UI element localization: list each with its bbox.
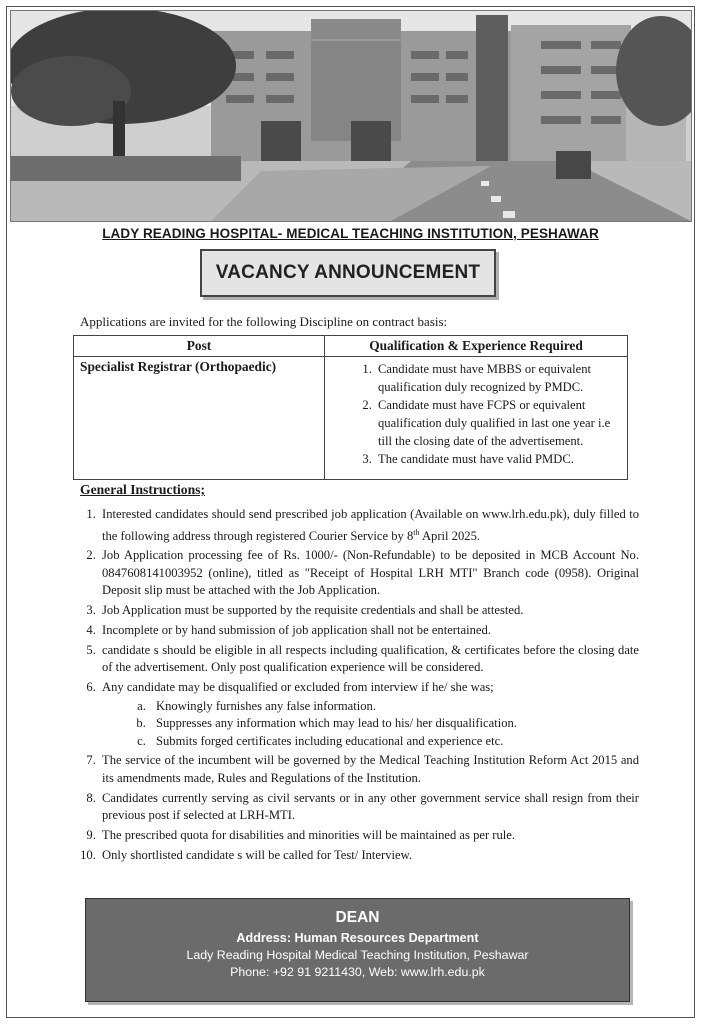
instructions-list <box>78 506 639 867</box>
qualification-list <box>325 360 627 468</box>
dean-institution: Lady Reading Hospital Medical Teaching Institution, Peshawar <box>186 948 529 962</box>
dean-contact-box <box>85 898 630 1002</box>
hospital-name-heading: LADY READING HOSPITAL- MEDICAL TEACHING INSTITUTION, PESHAWAR <box>102 226 599 241</box>
qualification-column-header: Qualification & Experience Required <box>325 336 628 357</box>
disqualification-sublist <box>102 698 639 751</box>
dean-title: DEAN <box>335 909 380 926</box>
instruction-item: 4. Incomplete or by hand submission of job application shall not be entertained. <box>99 622 639 640</box>
table-header-row <box>74 336 628 357</box>
instruction-item: 2. Job Application processing fee of Rs. 1000/- (Non-Refundable) to be deposited in MCB Account No. 0847608141003952 (online), titled as "Receipt of Hospital LRH MTI" Branch code (0958). Original Deposit slip must be attached with the Job Application. <box>99 547 639 600</box>
sub-item: c. Submits forged certificates including educational and experience etc. <box>149 733 639 751</box>
hospital-building-photo <box>10 10 692 222</box>
instruction-item-with-subitems <box>99 679 639 750</box>
instruction-item: 9. The prescribed quota for disabilities and minorities will be maintained as per rule. <box>99 827 639 845</box>
instruction-item: 8. Candidates currently serving as civil servants or in any other government service shall resign from their previous post if selected at LRH-MTI. <box>99 790 639 825</box>
instruction-item: 3. Job Application must be supported by the requisite credentials and shall be attested. <box>99 602 639 620</box>
intro-text: Applications are invited for the following Discipline on contract basis: <box>80 314 448 329</box>
table-row <box>74 357 628 480</box>
sub-item: a. Knowingly furnishes any false information. <box>149 698 639 716</box>
instruction-item: 1. Interested candidates should send prescribed job application (Available on www.lrh.edu.pk), duly filled to the following address through registered Courier Service by 8th April 2025. <box>99 506 639 545</box>
qualification-item: 3. The candidate must have valid PMDC. <box>375 450 627 468</box>
instruction-text: Any candidate may be disqualified or excluded from interview if he/ she was; <box>102 680 494 695</box>
instruction-item: 5. candidate s should be eligible in all respects including qualification, & certificates before the closing date of the advertisement. Only post qualification experience will be considered. <box>99 642 639 677</box>
post-name: Specialist Registrar (Orthopaedic) <box>74 357 325 480</box>
dean-contact: Phone: +92 91 9211430, Web: www.lrh.edu.pk <box>230 965 485 979</box>
post-column-header: Post <box>74 336 325 357</box>
general-instructions-heading: General Instructions; <box>80 482 205 497</box>
qualification-cell <box>325 357 628 480</box>
vacancy-table <box>73 335 628 480</box>
qualification-item: 1. Candidate must have MBBS or equivalent qualification duly recognized by PMDC. <box>375 360 627 396</box>
vacancy-title: VACANCY ANNOUNCEMENT <box>215 262 481 283</box>
sub-item: b. Suppresses any information which may lead to his/ her disqualification. <box>149 715 639 733</box>
qualification-item: 2. Candidate must have FCPS or equivalent qualification duly qualified in last one year i.e till the closing date of the advertisement. <box>375 396 627 450</box>
instruction-item: 7. The service of the incumbent will be governed by the Medical Teaching Institution Reform Act 2015 and its amendments made, Rules and Regulations of the Institution. <box>99 752 639 787</box>
dean-address: Address: Human Resources Department <box>236 931 479 945</box>
vacancy-title-box <box>200 249 496 297</box>
instruction-item: 10. Only shortlisted candidate s will be called for Test/ Interview. <box>99 847 639 865</box>
